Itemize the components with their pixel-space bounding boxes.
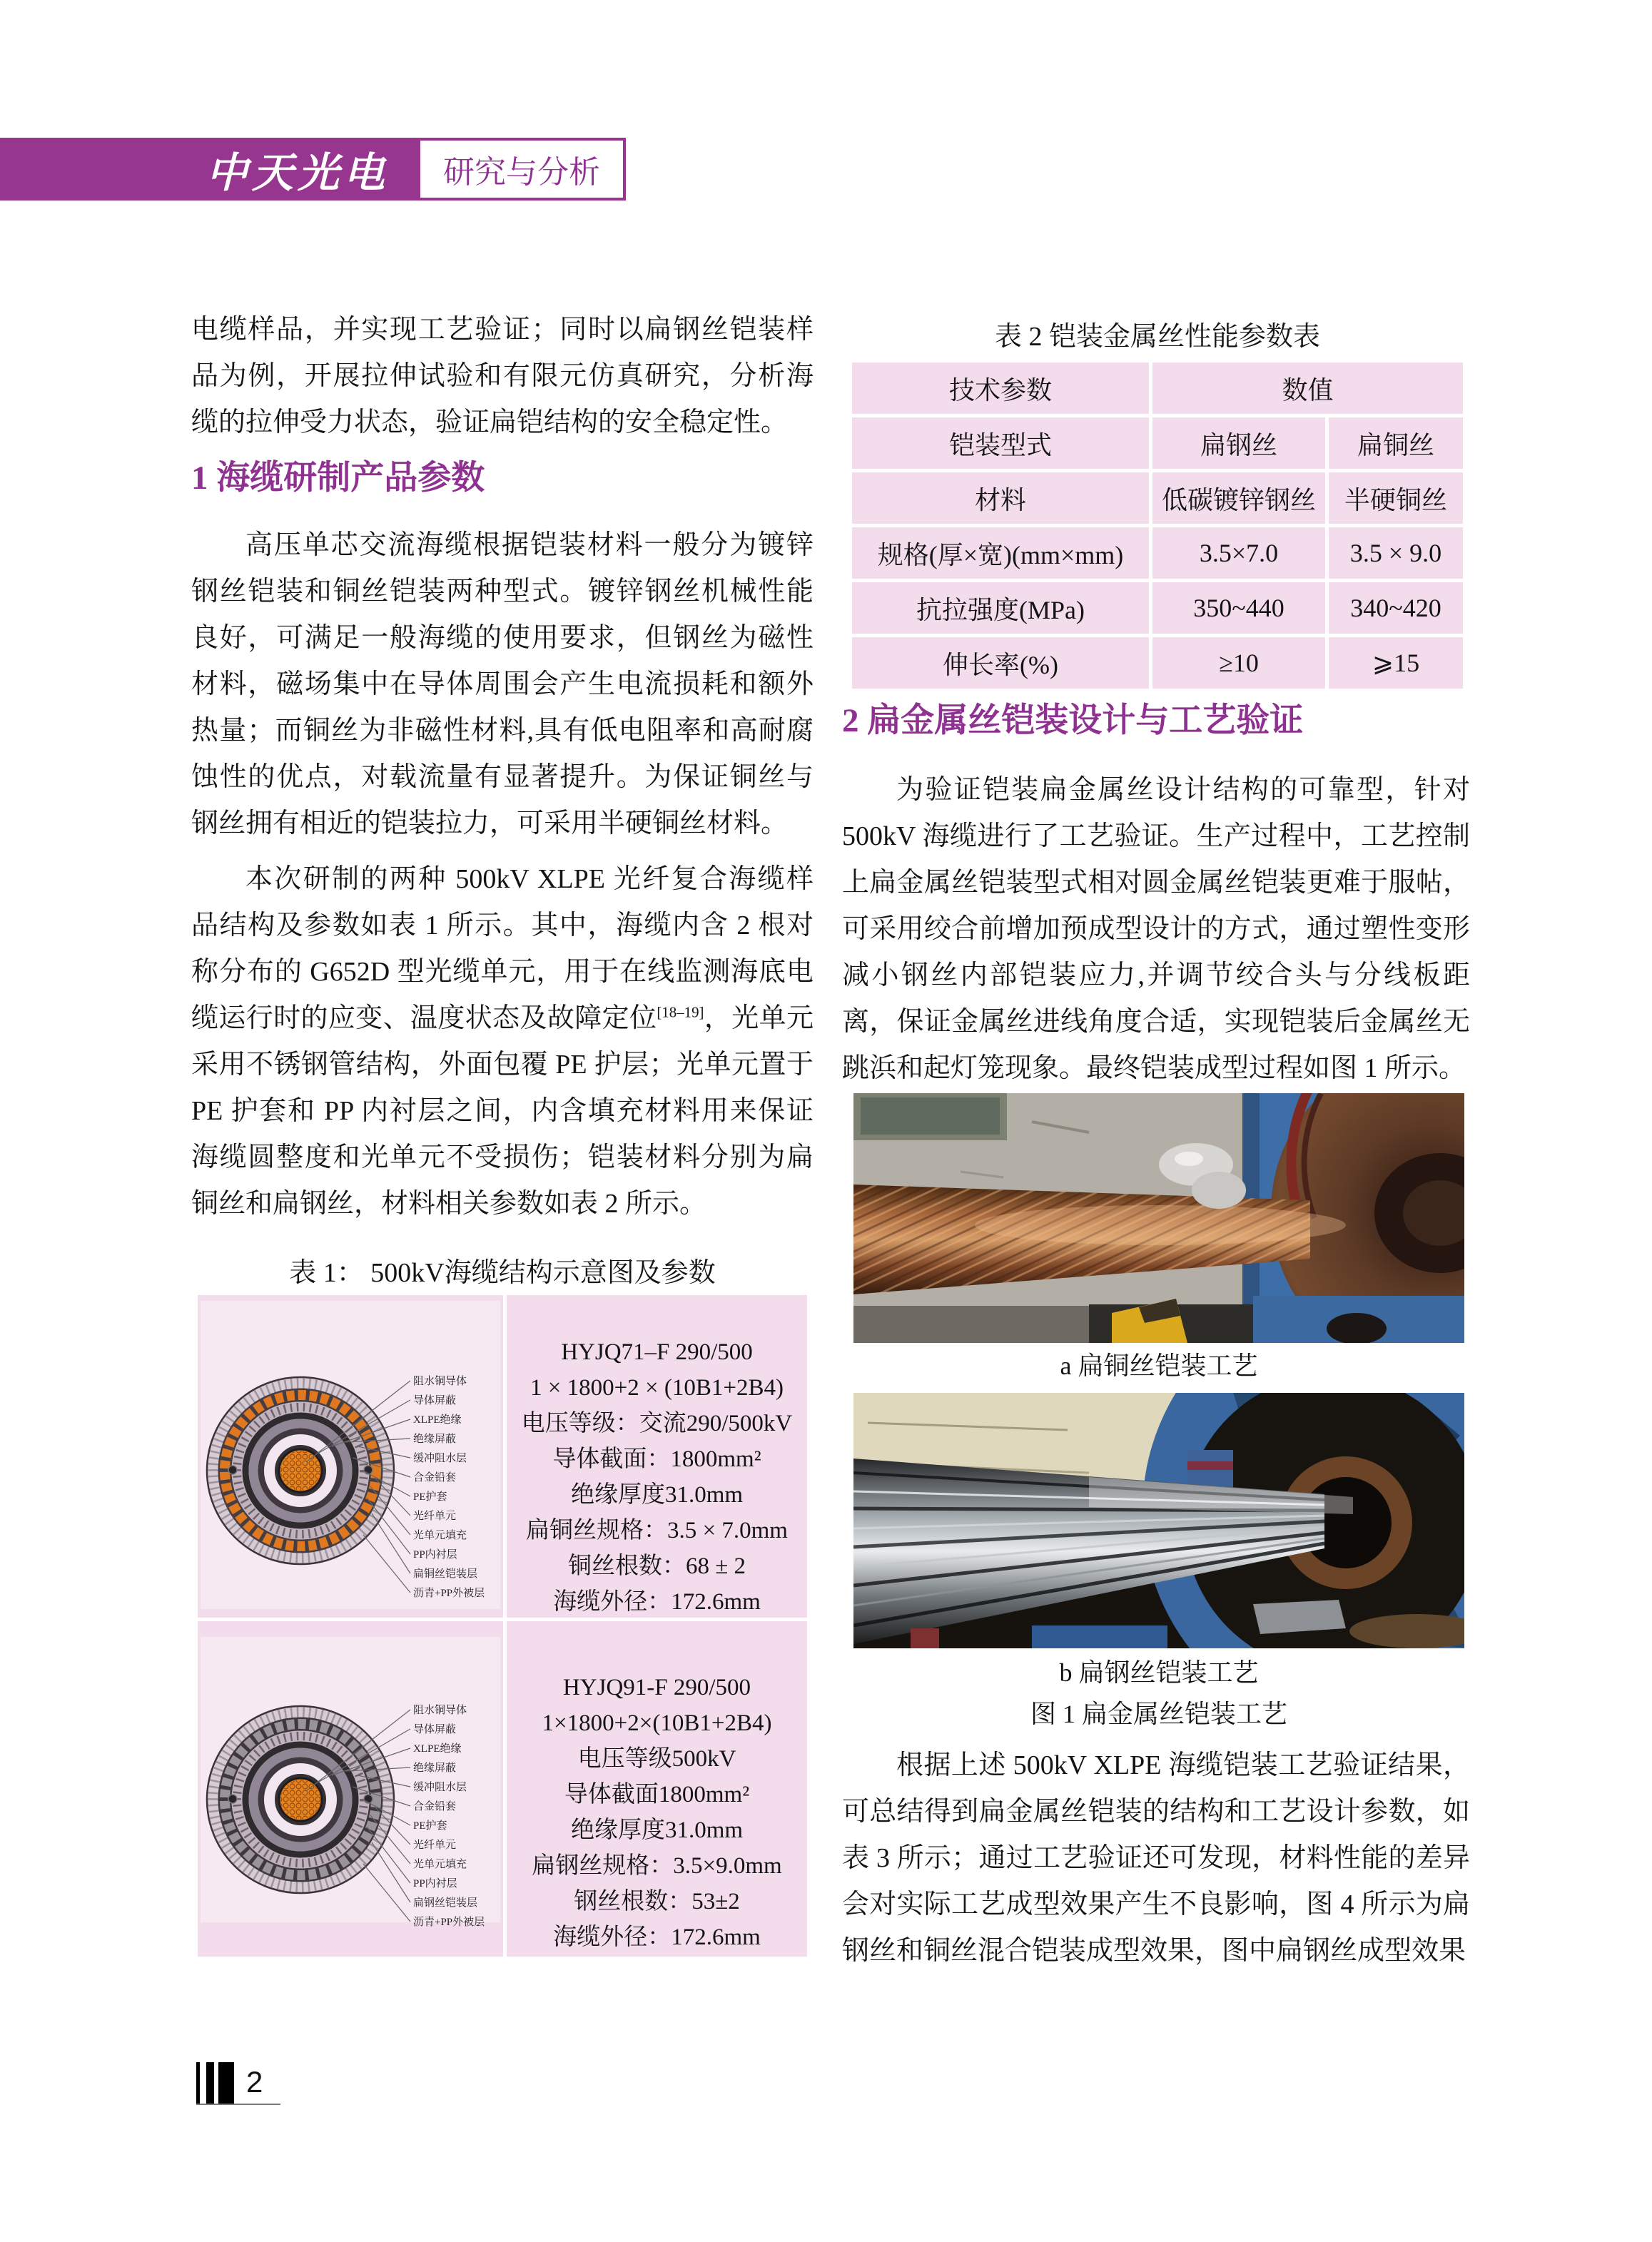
spec-line: 铜丝根数：68 ± 2 bbox=[567, 1553, 746, 1579]
cable-cross-section-copper-diagram bbox=[199, 1299, 502, 1617]
spec-line: 海缆外径：172.6mm bbox=[553, 1924, 761, 1950]
svg-text:绝缘屏蔽: 绝缘屏蔽 bbox=[413, 1762, 457, 1774]
right-column bbox=[842, 307, 1470, 2019]
table-1-diagram-copper-cell bbox=[198, 1295, 503, 1618]
svg-text:PP内衬层: PP内衬层 bbox=[413, 1878, 457, 1890]
fiber-unit-left bbox=[228, 1795, 237, 1803]
table-2-cell: 340~420 bbox=[1329, 582, 1463, 634]
table-1-specs-steel bbox=[507, 1621, 807, 1957]
svg-text:合金铅套: 合金铅套 bbox=[413, 1801, 457, 1812]
spec-line: 电压等级500kV bbox=[577, 1746, 736, 1772]
spec-line: 电压等级：交流290/500kV bbox=[521, 1411, 793, 1436]
section-2-paragraph-1: 为验证铠装扁金属丝设计结构的可靠型，针对500kV 海缆进行了工艺验证。生产过程中，工艺控制上扁金属丝铠装型式相对圆金属丝铠装更难于服帖，可采用绞合前增加预成型设计的方式，通过塑性变形减小钢丝内部铠装应力,并调节绞合头与分线板距离，保证金属丝进线角度合适，实现铠装后金属丝无跳浜和起灯笼现象。最终铠装成型过程如图 1 所示。 bbox=[842, 775, 1470, 1083]
spec-line: 扁钢丝规格：3.5×9.0mm bbox=[532, 1853, 782, 1879]
fiber-unit-left bbox=[228, 1466, 237, 1474]
svg-text:沥青+PP外被层: 沥青+PP外被层 bbox=[413, 1588, 485, 1599]
table-2-header-value: 数值 bbox=[1152, 362, 1463, 414]
spec-line: 绝缘厚度31.0mm bbox=[570, 1817, 744, 1843]
para2-text-before: 本次研制的两种 500kV XLPE 光纤复合海缆样品结构及参数如表 1 所示。其中，海缆内含 2 根对称分布的 G652D 型光缆单元，用于在线监测海底电缆运行时的应变、温度状态及故障定位 bbox=[191, 864, 814, 1033]
svg-text:绝缘屏蔽: 绝缘屏蔽 bbox=[413, 1434, 457, 1445]
svg-text:光纤单元: 光纤单元 bbox=[413, 1840, 457, 1851]
table-2-cell: ⩾15 bbox=[1329, 637, 1463, 689]
spec-line: HYJQ91-F 290/500 bbox=[562, 1675, 751, 1700]
caption-photo-b: b 扁钢丝铠装工艺 bbox=[1059, 1658, 1259, 1687]
table-2-title: 表 2 铠装金属丝性能参数表 bbox=[994, 322, 1320, 352]
spec-line: 1×1800+2×(10B1+2B4) bbox=[542, 1710, 772, 1736]
photo-steel-armoring-process bbox=[853, 1393, 1464, 1648]
svg-text:合金铅套: 合金铅套 bbox=[413, 1472, 457, 1483]
para2-text-after: ，光单元采用不锈钢管结构，外面包覆 PE 护层；光单元置于 PE 护套和 PP 内衬层之间，内含填充材料用来保证海缆圆整度和光单元不受损伤；铠装材料分别为扁铜丝和扁钢丝，材料相关参数如表 2 所示。 bbox=[191, 1003, 814, 1219]
section-1-paragraph-1: 高压单芯交流海缆根据铠装材料一般分为镀锌钢丝铠装和铜丝铠装两种型式。镀锌钢丝机械性能良好，可满足一般海缆的使用要求，但钢丝为磁性材料，磁场集中在导体周围会产生电流损耗和额外热量；而铜丝为非磁性材料,具有低电阻率和高耐腐蚀性的优点，对载流量有显著提升。为保证铜丝与钢丝拥有相近的铠装拉力，可采用半硬铜丝材料。 bbox=[191, 530, 814, 838]
table-2-cell: 伸长率(%) bbox=[852, 637, 1149, 689]
svg-text:沥青+PP外被层: 沥青+PP外被层 bbox=[413, 1917, 485, 1928]
table-2-cell: 规格(厚×宽)(mm×mm) bbox=[852, 527, 1149, 579]
column-tag: 研究与分析 bbox=[417, 138, 626, 201]
table-1 bbox=[198, 1295, 807, 1957]
table-1-specs-copper bbox=[507, 1295, 807, 1618]
spec-line: 导体截面：1800mm² bbox=[552, 1446, 761, 1472]
reference-marker: [18–19] bbox=[657, 1003, 704, 1021]
table-2-cell: 扁钢丝 bbox=[1152, 417, 1325, 469]
table-2-cell: 铠装型式 bbox=[852, 417, 1149, 469]
svg-text:扁铜丝铠装层: 扁铜丝铠装层 bbox=[413, 1568, 478, 1580]
table-2-cell: 半硬铜丝 bbox=[1329, 472, 1463, 524]
section-1-heading: 1 海缆研制产品参数 bbox=[191, 460, 485, 497]
svg-text:XLPE绝缘: XLPE绝缘 bbox=[413, 1743, 462, 1755]
cable-rings-steel bbox=[207, 1706, 394, 1893]
svg-text:阻水铜导体: 阻水铜导体 bbox=[413, 1376, 467, 1387]
table-2-cell: 抗拉强度(MPa) bbox=[852, 582, 1149, 634]
footer-rule bbox=[196, 2104, 280, 2105]
left-column bbox=[191, 307, 814, 2019]
table-1-title: 表 1： 500kV海缆结构示意图及参数 bbox=[289, 1258, 716, 1288]
svg-text:导体屏蔽: 导体屏蔽 bbox=[413, 1724, 457, 1735]
table-2-cell: 扁铜丝 bbox=[1329, 417, 1463, 469]
section-2-paragraph-2: 根据上述 500kV XLPE 海缆铠装工艺验证结果，可总结得到扁金属丝铠装的结构和工艺设计参数，如表 3 所示；通过工艺验证还可发现，材料性能的差异会对实际工艺成型效果产生不良影响，图 4 所示为扁钢丝和铜丝混合铠装成型效果，图中扁钢丝成型效果 bbox=[842, 1750, 1470, 1966]
table-2-cell: 低碳镀锌钢丝 bbox=[1152, 472, 1325, 524]
table-2-cell: 350~440 bbox=[1152, 582, 1325, 634]
svg-text:导体屏蔽: 导体屏蔽 bbox=[413, 1395, 457, 1406]
section-1-paragraph-2 bbox=[191, 856, 814, 1227]
table-2-cell: 材料 bbox=[852, 472, 1149, 524]
spec-line: 扁铜丝规格：3.5 × 7.0mm bbox=[526, 1518, 788, 1543]
caption-photo-a: a 扁铜丝铠装工艺 bbox=[1060, 1351, 1258, 1380]
photo-copper-armoring-process bbox=[853, 1093, 1464, 1343]
table-2-cell: 3.5 × 9.0 bbox=[1329, 527, 1463, 579]
spec-line: 钢丝根数：53±2 bbox=[574, 1889, 740, 1914]
table-1-diagram-steel-cell bbox=[198, 1621, 503, 1957]
cable-cross-section-steel-diagram bbox=[199, 1635, 502, 1953]
footer-bars-icon bbox=[196, 2062, 239, 2104]
svg-text:阻水铜导体: 阻水铜导体 bbox=[413, 1705, 467, 1716]
logo: 中天光电 bbox=[206, 150, 389, 196]
svg-text:光单元填充: 光单元填充 bbox=[413, 1859, 467, 1870]
svg-text:XLPE绝缘: XLPE绝缘 bbox=[413, 1414, 462, 1426]
page-number: 2 bbox=[246, 2065, 263, 2099]
svg-text:扁钢丝铠装层: 扁钢丝铠装层 bbox=[413, 1897, 478, 1909]
table-2 bbox=[852, 362, 1463, 689]
table-2-header-param: 技术参数 bbox=[852, 362, 1149, 414]
section-2-heading: 2 扁金属丝铠装设计与工艺验证 bbox=[842, 702, 1304, 739]
svg-text:PP内衬层: PP内衬层 bbox=[413, 1549, 457, 1561]
svg-text:PE护套: PE护套 bbox=[413, 1491, 447, 1503]
spec-line: 导体截面1800mm² bbox=[564, 1782, 750, 1807]
spec-line: 海缆外径：172.6mm bbox=[553, 1589, 761, 1615]
svg-text:PE护套: PE护套 bbox=[413, 1820, 447, 1832]
table-2-cell: 3.5×7.0 bbox=[1152, 527, 1325, 579]
spec-line: 1 × 1800+2 × (10B1+2B4) bbox=[530, 1375, 784, 1401]
table-2-cell: ≥10 bbox=[1152, 637, 1325, 689]
svg-text:光纤单元: 光纤单元 bbox=[413, 1511, 457, 1522]
figure-1-caption: 图 1 扁金属丝铠装工艺 bbox=[1030, 1700, 1287, 1728]
svg-text:缓冲阻水层: 缓冲阻水层 bbox=[413, 1453, 467, 1464]
spec-line: 绝缘厚度31.0mm bbox=[570, 1482, 744, 1508]
svg-text:光单元填充: 光单元填充 bbox=[413, 1530, 467, 1541]
svg-text:缓冲阻水层: 缓冲阻水层 bbox=[413, 1782, 467, 1793]
cable-rings-copper bbox=[207, 1377, 394, 1564]
intro-paragraph: 电缆样品，并实现工艺验证；同时以扁钢丝铠装样品为例，开展拉伸试验和有限元仿真研究，分析海缆的拉伸受力状态，验证扁铠结构的安全稳定性。 bbox=[191, 315, 814, 437]
spec-line: HYJQ71–F 290/500 bbox=[561, 1339, 753, 1365]
